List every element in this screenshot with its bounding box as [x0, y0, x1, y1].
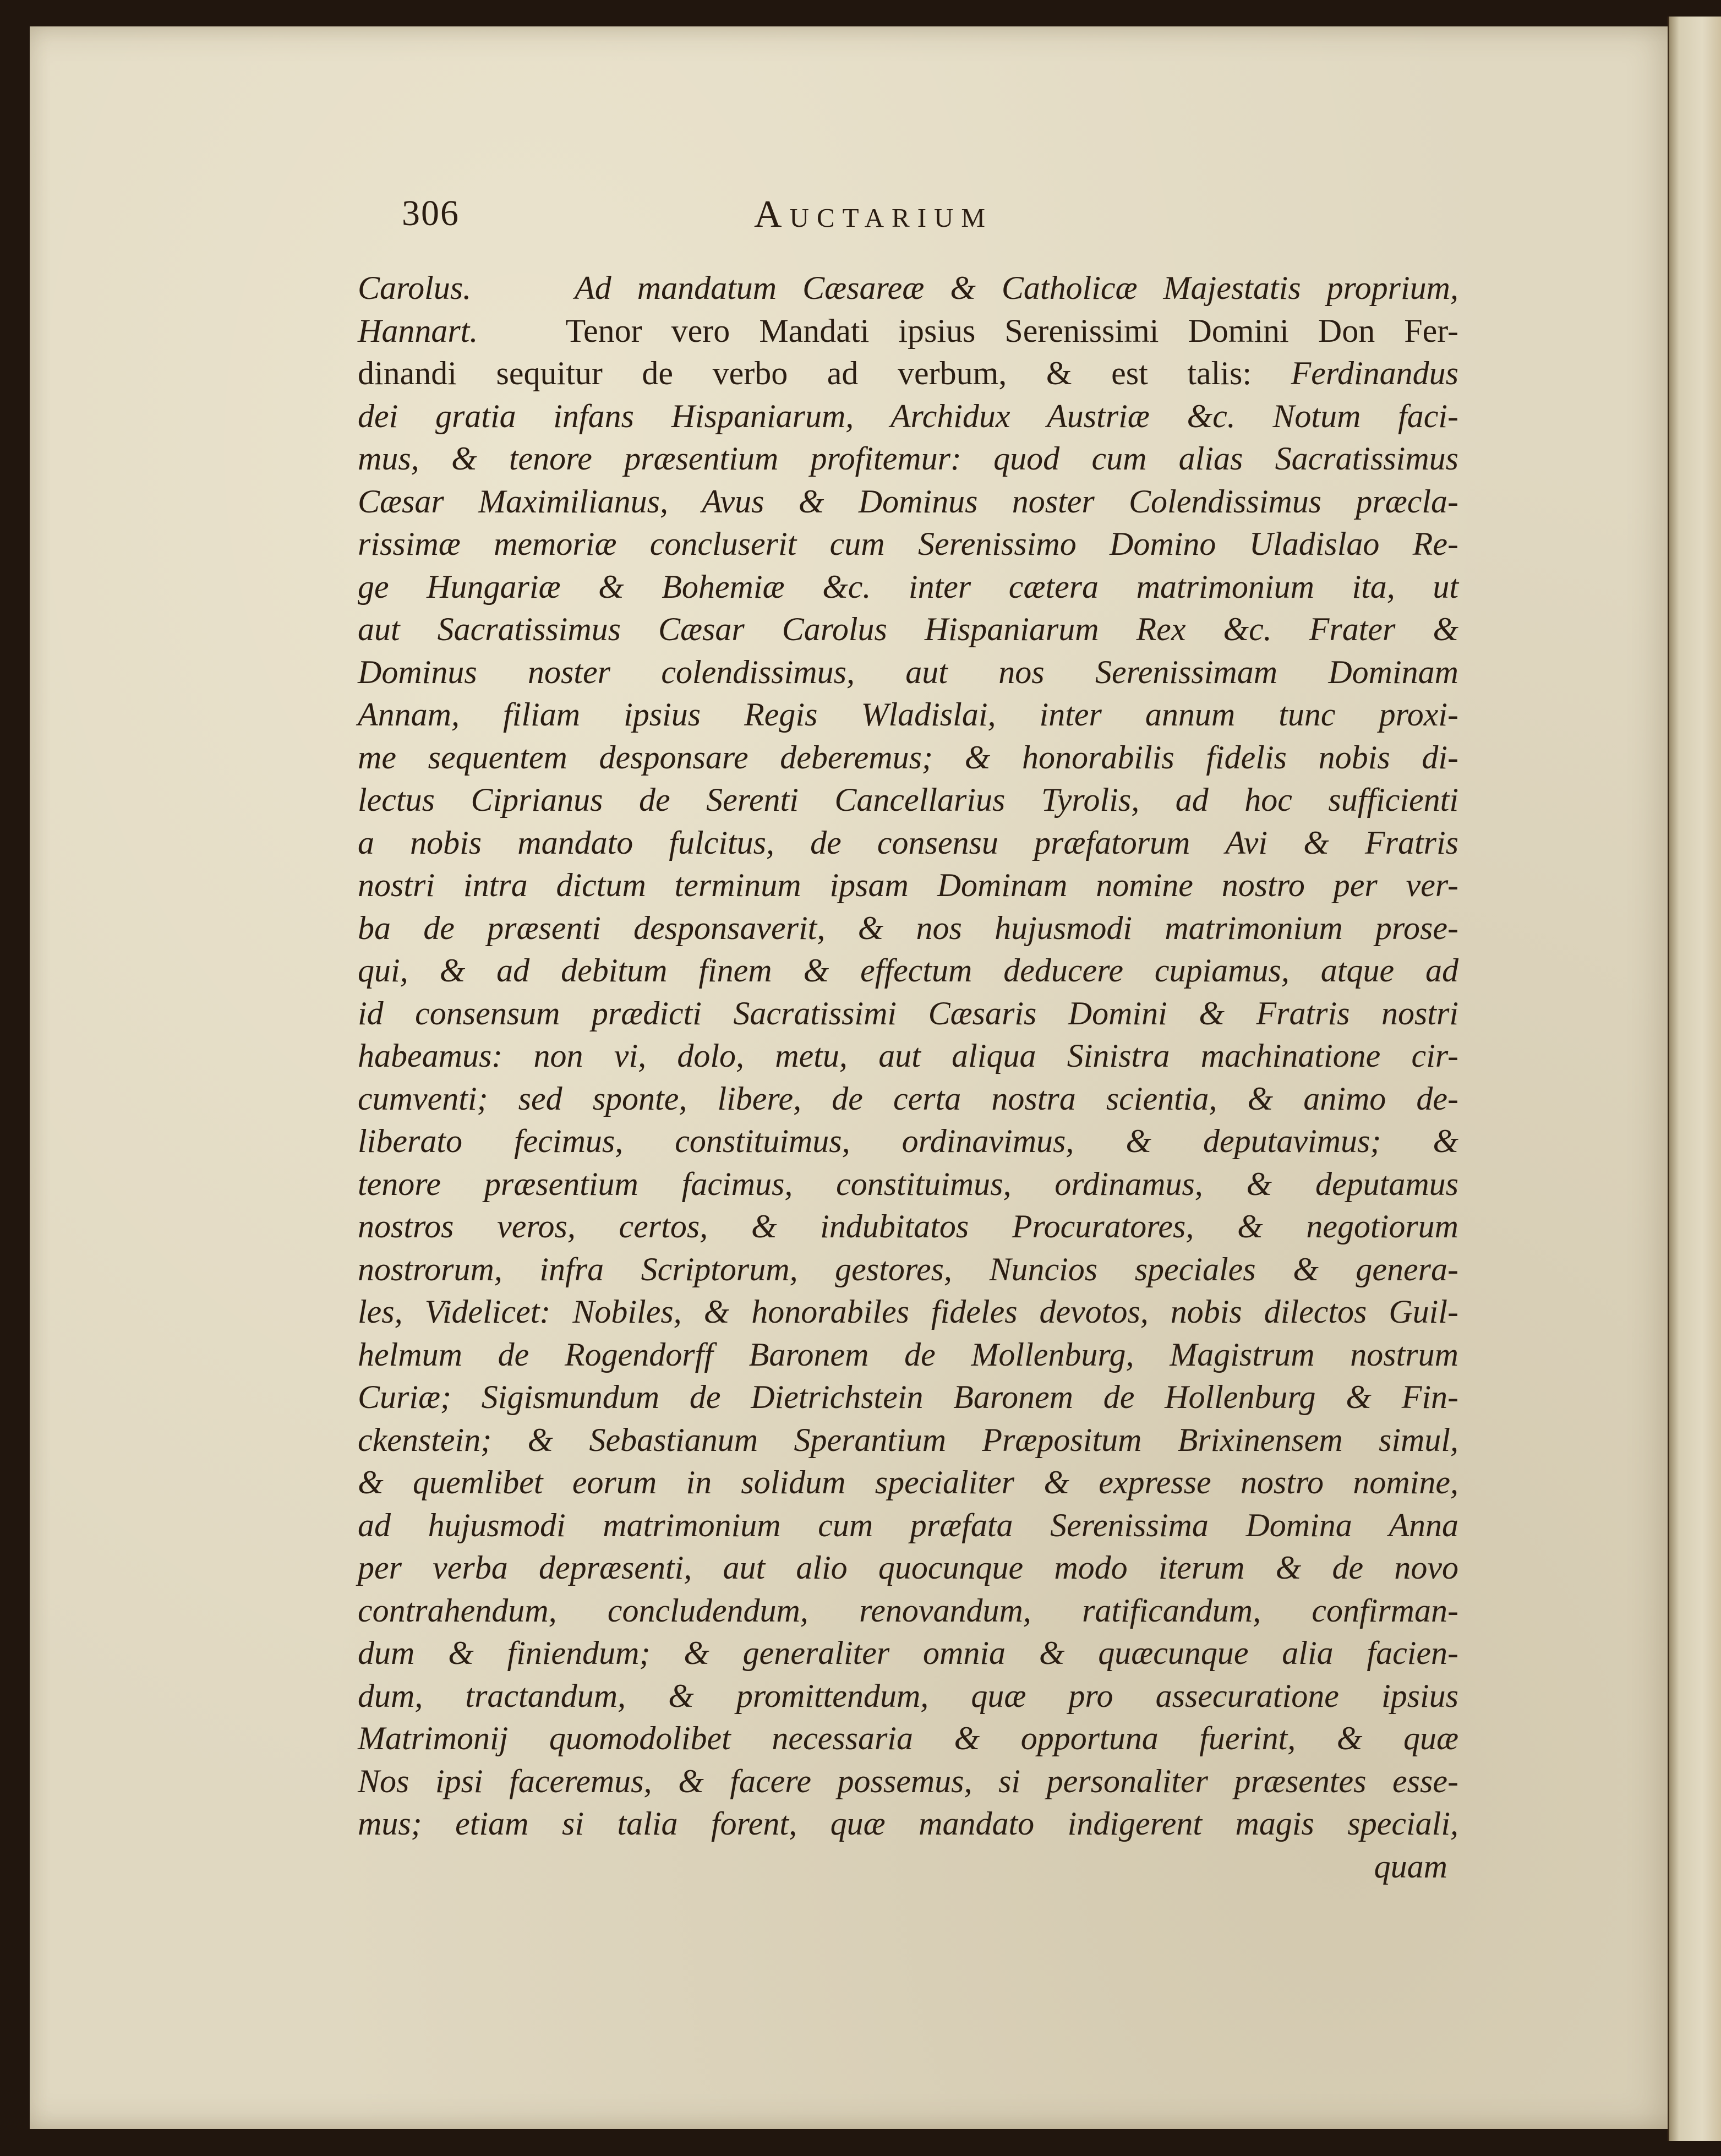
text-line: Matrimonij quomodolibet necessaria & opportuna fuerint, & quæ	[358, 1720, 1458, 1756]
text-line: lectus Ciprianus de Serenti Cancellarius Tyrolis, ad hoc sufficienti	[358, 782, 1458, 818]
text-line: les, Videlicet: Nobiles, & honorabiles fideles devotos, nobis dilectos Guil-	[358, 1293, 1458, 1330]
text-line: Nos ipsi faceremus, & facere possemus, si personaliter præsentes esse-	[358, 1762, 1458, 1799]
text-line: Curiæ; Sigismundum de Dietrichstein Baronem de Hollenburg & Fin-	[358, 1379, 1458, 1415]
marginal-name: Hannart.	[358, 312, 478, 349]
text-line: helmum de Rogendorff Baronem de Mollenburg, Magistrum nostrum	[358, 1336, 1458, 1373]
text-line: habeamus: non vi, dolo, metu, aut aliqua Sinistra machinatione cir-	[358, 1038, 1458, 1074]
running-title: Auctarium	[754, 193, 993, 236]
text-line: contrahendum, concludendum, renovandum, ratificandum, confirman-	[358, 1592, 1458, 1629]
text-line: tenore præsentium facimus, constituimus, ordinamus, & deputamus	[358, 1165, 1458, 1202]
text-segment: Ad mandatum Cæsareæ & Catholicæ Majestatis proprium,	[575, 270, 1458, 306]
catchword: quam	[1374, 1848, 1447, 1885]
text-line: Dominus noster colendissimus, aut nos Serenissimam Dominam	[358, 653, 1458, 690]
text-line: dum, tractandum, & promittendum, quæ pro assecuratione ipsius	[358, 1677, 1458, 1714]
text-line: nostros veros, certos, & indubitatos Procuratores, & negotiorum	[358, 1208, 1458, 1245]
text-line: ge Hungariæ & Bohemiæ &c. inter cætera matrimonium ita, ut	[358, 568, 1458, 605]
text-line: qui, & ad debitum finem & effectum deducere cupiamus, atque ad	[358, 952, 1458, 989]
text-line: rissimæ memoriæ concluserit cum Serenissimo Domino Uladislao Re-	[358, 526, 1458, 562]
text-line: a nobis mandato fulcitus, de consensu præfatorum Avi & Fratris	[358, 824, 1458, 861]
text-line: ba de præsenti desponsaverit, & nos hujusmodi matrimonium prose-	[358, 909, 1458, 946]
text-line: liberato fecimus, constituimus, ordinavimus, & deputavimus; &	[358, 1123, 1458, 1159]
marginal-name: Carolus.	[358, 270, 472, 306]
text-line	[358, 352, 1458, 395]
text-line: cumventi; sed sponte, libere, de certa nostra scientia, & animo de-	[358, 1080, 1458, 1117]
text-line	[358, 267, 1458, 310]
text-line: ad hujusmodi matrimonium cum præfata Serenissima Domina Anna	[358, 1507, 1458, 1543]
text-line: me sequentem desponsare deberemus; & honorabilis fidelis nobis di-	[358, 739, 1458, 776]
text-line: nostri intra dictum terminum ipsam Dominam nomine nostro per ver-	[358, 867, 1458, 903]
text-line: Cæsar Maximilianus, Avus & Dominus noster Colendissimus præcla-	[358, 483, 1458, 520]
text-segment: dinandi sequitur de verbo ad verbum, & est talis:	[358, 355, 1252, 391]
text-line: id consensum prædicti Sacratissimi Cæsaris Domini & Fratris nostri	[358, 995, 1458, 1031]
body-text	[358, 267, 1458, 1888]
text-line: Annam, filiam ipsius Regis Wladislai, inter annum tunc proxi-	[358, 696, 1458, 733]
text-line: aut Sacratissimus Cæsar Carolus Hispaniarum Rex &c. Frater &	[358, 611, 1458, 647]
text-line: per verba depræsenti, aut alio quocunque modo iterum & de novo	[358, 1549, 1458, 1586]
facing-page-edge	[1668, 17, 1721, 2141]
text-line: mus; etiam si talia forent, quæ mandato indigerent magis speciali,	[358, 1805, 1458, 1842]
text-line: ckenstein; & Sebastianum Sperantium Præpositum Brixinensem simul,	[358, 1421, 1458, 1458]
text-line: nostrorum, infra Scriptorum, gestores, Nuncios speciales & genera-	[358, 1251, 1458, 1287]
text-line: mus, & tenore præsentium profitemur: quod cum alias Sacratissimus	[358, 440, 1458, 477]
text-segment: Ferdinandus	[1291, 355, 1459, 391]
text-line: dei gratia infans Hispaniarum, Archidux Austriæ &c. Notum faci-	[358, 397, 1458, 434]
page-number: 306	[402, 193, 460, 233]
text-line	[358, 310, 1458, 353]
text-line: & quemlibet eorum in solidum specialiter & expresse nostro nomine,	[358, 1464, 1458, 1500]
text-line: dum & finiendum; & generaliter omnia & quæcunque alia facien-	[358, 1635, 1458, 1671]
text-segment: Tenor vero Mandati ipsius Serenissimi Domini Don Fer-	[565, 312, 1459, 349]
